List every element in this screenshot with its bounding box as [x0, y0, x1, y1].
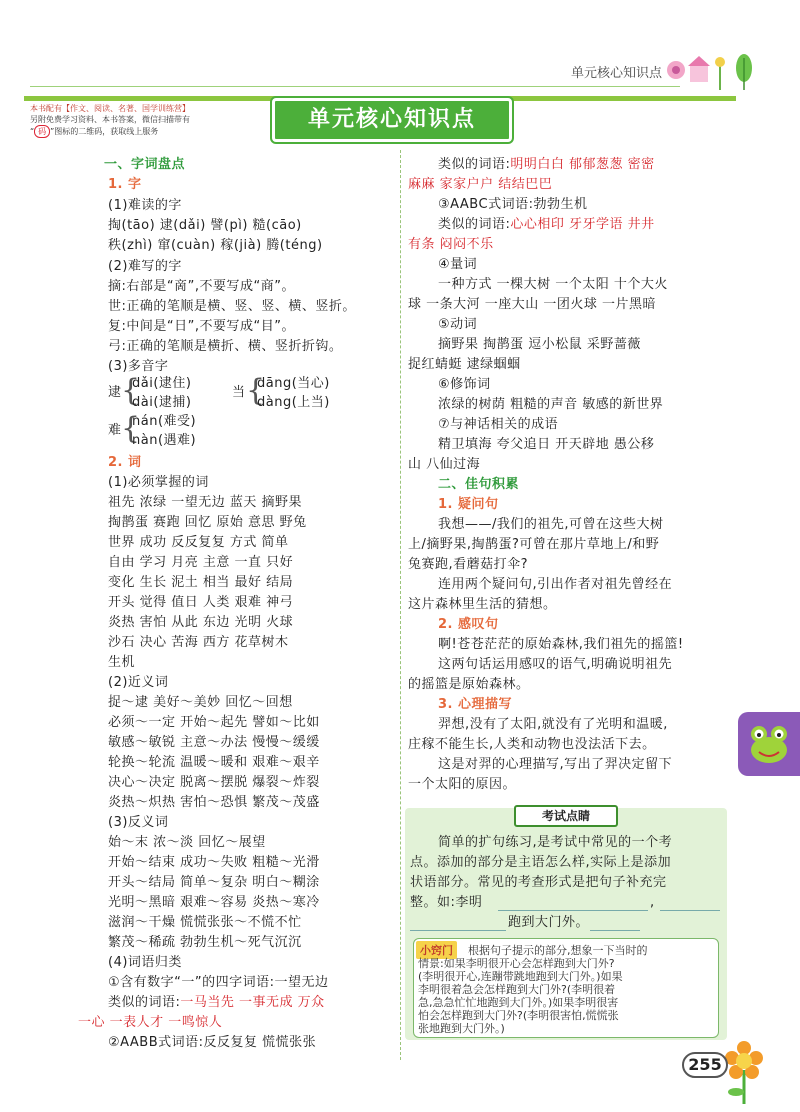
brace-icon: { — [246, 373, 266, 408]
item-heading: (1)必须掌握的词 — [108, 475, 209, 490]
text-line: 情景:如果李明很开心会怎样跑到大门外? — [418, 957, 615, 970]
text-line: 摘野果 掏鹊蛋 逗小松鼠 采野蔷薇 — [438, 337, 641, 352]
item-heading: (3)多音字 — [108, 359, 169, 374]
page-number: 255 — [682, 1052, 728, 1078]
sub-heading: 1. 字 — [108, 177, 142, 192]
fill-blank-line — [590, 930, 640, 931]
text-line: dāng(当心) — [257, 376, 330, 391]
exam-tag: 考试点睛 — [514, 805, 618, 827]
text-line: 根据句子提示的部分,想象一下当时的 — [468, 944, 648, 957]
text-line: 上/摘野果,掏鹊蛋?可曾在那片草地上/和野 — [408, 537, 660, 552]
text-line: 浓绿的树荫 粗糙的声音 敏感的新世界 — [438, 397, 664, 412]
text-line: 掏(tāo) 逮(dǎi) 譬(pì) 糙(cāo) — [108, 218, 302, 233]
text-line: 类似的词语:一马当先 一事无成 万众 — [108, 995, 325, 1010]
text-line: 庄稼不能生长,人类和动物也没法活下去。 — [408, 737, 656, 752]
polyphone-char: 当 — [232, 385, 246, 400]
text-line: 李明很着急会怎样跑到大门外?(李明很着 — [418, 983, 616, 996]
text-line: 球 一条大河 一座大山 一团火球 一片黑暗 — [408, 297, 657, 312]
text-line: 一心 一表人才 一鸣惊人 — [78, 1015, 223, 1030]
text-line: 掏鹊蛋 赛跑 回忆 原始 意思 野兔 — [108, 515, 307, 530]
text-line: 轮换～轮流 温暖～暖和 艰难～艰辛 — [108, 755, 320, 770]
text-line: 世界 成功 反反复复 方式 简单 — [108, 535, 289, 550]
trick-tag: 小窍门 — [416, 941, 457, 959]
text-line: 开始～结束 成功～失败 粗糙～光滑 — [108, 855, 320, 870]
item-heading: (4)词语归类 — [108, 955, 182, 970]
text-line: ②AABB式词语:反反复复 慌慌张张 — [108, 1035, 317, 1050]
text-line: 这片森林里生活的猜想。 — [408, 597, 557, 612]
sub-heading: 1. 疑问句 — [438, 497, 499, 512]
text-line: 世:正确的笔顺是横、竖、竖、横、竖折。 — [108, 299, 356, 314]
sub-heading: 3. 心理描写 — [438, 697, 513, 712]
text-line: 一个太阳的原因。 — [408, 777, 517, 792]
text-line: 开头～结局 简单～复杂 明白～糊涂 — [108, 875, 320, 890]
text-line: 这是对羿的心理描写,写出了羿决定留下 — [438, 757, 673, 772]
text-line: 羿想,没有了太阳,就没有了光明和温暖, — [438, 717, 668, 732]
header-rule — [30, 86, 680, 87]
text-line: 沙石 决心 苦海 西方 花草树木 — [108, 635, 289, 650]
text-line: 这两句话运用感叹的语气,明确说明祖先 — [438, 657, 673, 672]
fill-blank-line — [498, 910, 648, 911]
text-line: 类似的词语:明明白白 郁郁葱葱 密密 — [438, 157, 655, 172]
text-line: 秩(zhì) 窜(cuàn) 稼(jià) 腾(téng) — [108, 238, 323, 253]
text-line: ①含有数字“一”的四字词语:一望无边 — [108, 975, 329, 990]
text-line: 怕会怎样跑到大门外?(李明很害怕,慌慌张 — [418, 1009, 619, 1022]
item-heading: ④量词 — [438, 257, 478, 272]
text-line: 啊!苍苍茫茫的原始森林,我们祖先的摇篮! — [438, 637, 684, 652]
text-line: 麻麻 家家户户 结结巴巴 — [408, 177, 553, 192]
text-line: 繁茂～稀疏 勃勃生机～死气沉沉 — [108, 935, 302, 950]
text-line: 复:中间是“日”,不要写成“目”。 — [108, 319, 295, 334]
text-line: 开头 觉得 值日 人类 艰难 神弓 — [108, 595, 294, 610]
text-line: 点。添加的部分是主语怎么样,实际上是添加 — [410, 855, 672, 870]
text-line: 类似的词语:心心相印 牙牙学语 井井 — [438, 217, 655, 232]
side-tab — [738, 712, 800, 776]
section-heading: 一、字词盘点 — [104, 157, 186, 172]
text-line: 兔赛跑,看蘑菇打伞? — [408, 557, 529, 572]
text-line: 一种方式 一棵大树 一个太阳 十个大火 — [438, 277, 668, 292]
frog-icon — [744, 720, 794, 768]
text-line: 有条 闷闷不乐 — [408, 237, 494, 252]
text-line: 精卫填海 夸父追日 开天辟地 愚公移 — [438, 437, 655, 452]
text-line: 自由 学习 月亮 主意 一直 只好 — [108, 555, 294, 570]
text-line: 必须～一定 开始～起先 譬如～比如 — [108, 715, 320, 730]
text-line: 状语部分。常见的考查形式是把句子补充完 — [410, 875, 667, 890]
text-line: 滋润～干燥 慌慌张张～不慌不忙 — [108, 915, 302, 930]
text-line: 整。如:李明 — [410, 895, 483, 910]
text-line: , — [650, 895, 655, 910]
polyphone-char: 逮 — [108, 385, 122, 400]
text-line: 捉～逮 美好～美妙 回忆～回想 — [108, 695, 293, 710]
text-line: 炎热～炽热 害怕～恐惧 繁茂～茂盛 — [108, 795, 320, 810]
text-line: 祖先 浓绿 一望无边 蓝天 摘野果 — [108, 495, 303, 510]
text-line: dàng(上当) — [257, 395, 330, 410]
text-line: 始～末 浓～淡 回忆～展望 — [108, 835, 266, 850]
item-heading: (2)近义词 — [108, 675, 169, 690]
text-line: dài(逮捕) — [132, 395, 192, 410]
brace-icon: { — [121, 373, 141, 408]
text-line: 敏感～敏锐 主意～办法 慢慢～缓缓 — [108, 735, 320, 750]
fill-blank-line — [660, 910, 720, 911]
item-heading: ⑦与神话相关的成语 — [438, 417, 559, 432]
brace-icon: { — [121, 411, 141, 446]
promo-note: 本书配有【作文、阅读、名著、国学训练营】 另附免费学习资料、本书答案，微信扫描带有 “ 码 ”图标的二维码，获取线上服务 — [30, 104, 190, 136]
text-line: 捉红蜻蜓 逮绿蝈蝈 — [408, 357, 521, 372]
text-line: 炎热 害怕 从此 东边 光明 火球 — [108, 615, 294, 630]
text-line: 我想——/我们的祖先,可曾在这些大树 — [438, 517, 664, 532]
text-line: (李明很开心,连蹦带跳地跑到大门外。)如果 — [418, 970, 623, 983]
text-line: 光明～黑暗 艰难～容易 炎热～寒冷 — [108, 895, 320, 910]
text-line: 连用两个疑问句,引出作者对祖先曾经在 — [438, 577, 673, 592]
section-banner: 单元核心知识点 — [272, 98, 512, 142]
text-line: ③AABC式词语:勃勃生机 — [438, 197, 588, 212]
flower-icon — [722, 1040, 766, 1106]
text-line: 山 八仙过海 — [408, 457, 481, 472]
item-heading: (1)难读的字 — [108, 198, 182, 213]
text-line: 生机 — [108, 655, 136, 670]
running-title: 单元核心知识点 — [570, 66, 662, 81]
item-heading: (3)反义词 — [108, 815, 169, 830]
text-line: 弓:正确的笔顺是横折、横、竖折折钩。 — [108, 339, 343, 354]
text-line: 张地跑到大门外。) — [418, 1022, 505, 1035]
text-line: 变化 生长 泥土 相当 最好 结局 — [108, 575, 294, 590]
item-heading: ⑥修饰词 — [438, 377, 491, 392]
text-line: nàn(遇难) — [132, 433, 197, 448]
text-line: 的摇篮是原始森林。 — [408, 677, 530, 692]
text-line: 简单的扩句练习,是考试中常见的一个考 — [438, 835, 673, 850]
sub-heading: 2. 词 — [108, 455, 142, 470]
decoration-flowers-icon — [664, 50, 760, 92]
qr-mark-icon: 码 — [34, 125, 50, 138]
text-line: 摘:右部是“啇”,不要写成“商”。 — [108, 279, 295, 294]
text-line: 急,急急忙忙地跑到大门外。)如果李明很害 — [418, 996, 619, 1009]
text-line: 跑到大门外。 — [508, 915, 590, 930]
fill-blank-line — [410, 930, 506, 931]
text-line: 决心～决定 脱离～摆脱 爆裂～炸裂 — [108, 775, 320, 790]
item-heading: (2)难写的字 — [108, 259, 182, 274]
item-heading: ⑤动词 — [438, 317, 478, 332]
sub-heading: 2. 感叹句 — [438, 617, 499, 632]
section-heading: 二、佳句积累 — [438, 477, 520, 492]
column-divider — [400, 150, 401, 1060]
text-line: nán(难受) — [132, 414, 197, 429]
text-line: dǎi(逮住) — [132, 376, 192, 391]
polyphone-char: 难 — [108, 423, 122, 438]
